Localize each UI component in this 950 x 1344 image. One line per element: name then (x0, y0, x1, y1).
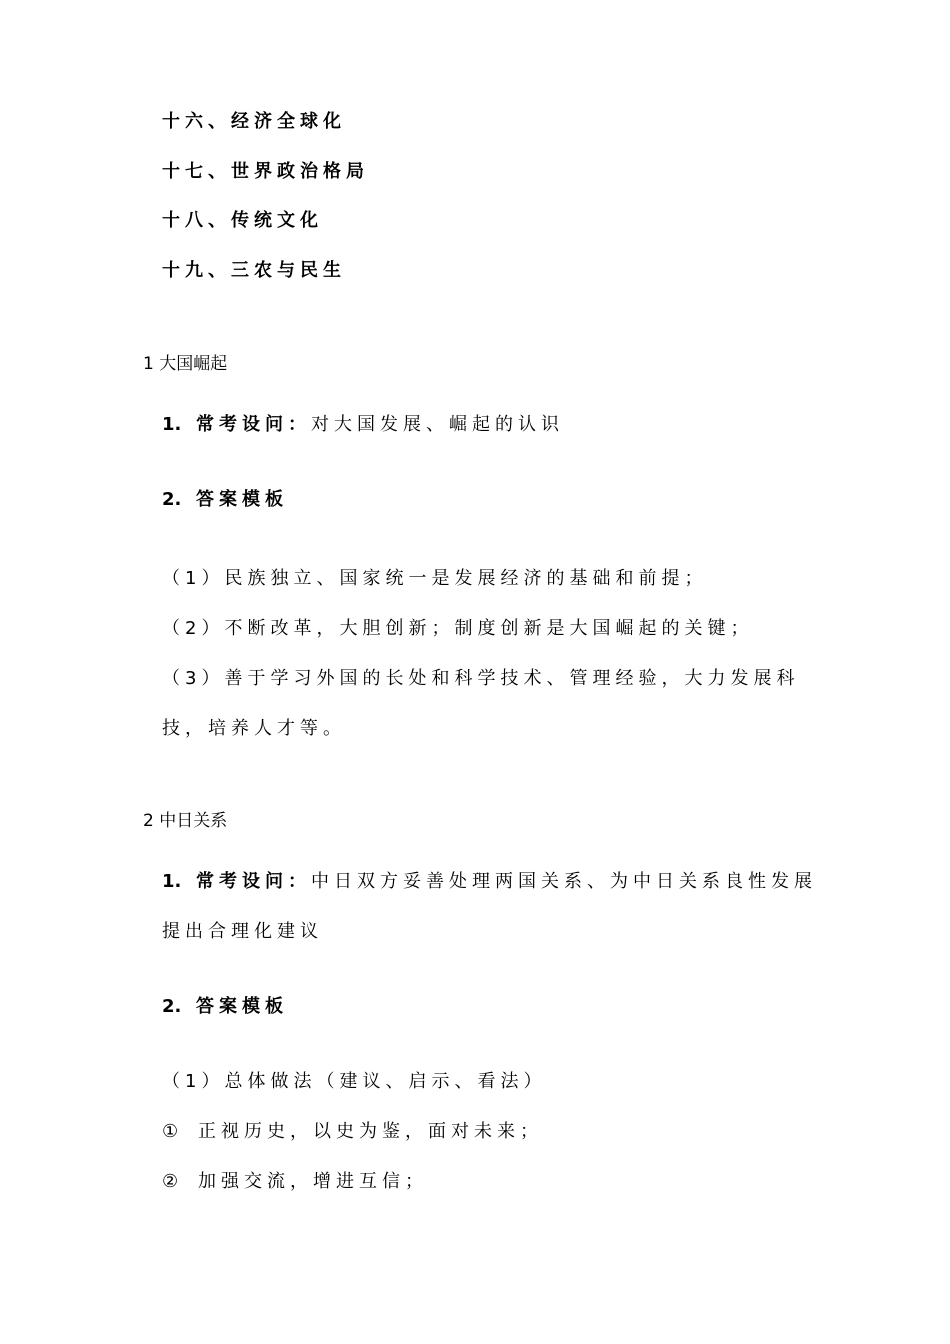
toc-item-17: 十七、世界政治格局 (162, 161, 369, 182)
question-label: 常考设问： (196, 871, 311, 892)
question-number: 1. (162, 871, 182, 892)
question-text: 对大国发展、崛起的认识 (311, 414, 564, 435)
circled-number-marker: ① (162, 1121, 179, 1142)
answer-number: 2. (162, 489, 182, 510)
section-title-2: 2 中日关系 (143, 811, 228, 831)
list-item-text: 正视历史，以史为鉴，面对未来； (198, 1121, 543, 1142)
answer-heading-2 (162, 995, 288, 1019)
answer-line: （3）善于学习外国的长处和科学技术、管理经验，大力发展科 (162, 668, 800, 689)
answer-label: 答案模板 (196, 996, 288, 1017)
answer-number: 2. (162, 996, 182, 1017)
question-line-2 (162, 870, 817, 894)
answer-label: 答案模板 (196, 489, 288, 510)
answer-line: （1）民族独立、国家统一是发展经济的基础和前提； (162, 568, 708, 589)
circled-number-marker: ② (162, 1171, 179, 1192)
toc-item-19: 十九、三农与民生 (162, 260, 346, 281)
list-item (162, 1120, 543, 1144)
answer-line: （2）不断改革，大胆创新；制度创新是大国崛起的关键； (162, 618, 754, 639)
answer-line: （1）总体做法（建议、启示、看法） (162, 1071, 547, 1092)
section-title-1: 1 大国崛起 (143, 354, 228, 374)
question-label: 常考设问： (196, 414, 311, 435)
answer-line: 技，培养人才等。 (162, 718, 346, 739)
answer-heading-1 (162, 488, 288, 512)
list-item-text: 加强交流，增进互信； (198, 1171, 428, 1192)
question-line-1 (162, 413, 564, 437)
question-text: 中日双方妥善处理两国关系、为中日关系良性发展 (311, 871, 817, 892)
list-item (162, 1170, 428, 1194)
toc-item-16: 十六、经济全球化 (162, 111, 346, 132)
question-number: 1. (162, 414, 182, 435)
question-text-continued: 提出合理化建议 (162, 921, 323, 942)
toc-item-18: 十八、传统文化 (162, 210, 323, 231)
